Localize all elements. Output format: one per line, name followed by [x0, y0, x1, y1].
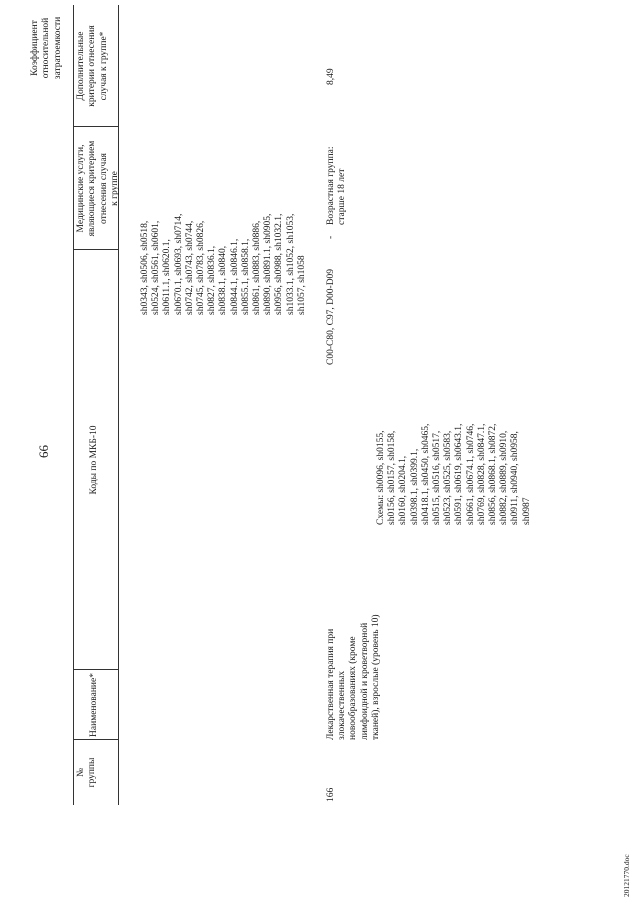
- table-top-border: [73, 5, 74, 805]
- row-name: Лекарственная терапия при злокачественных новообразованиях (кроме лимфоидной и кроветворной тканей), взрослые (уровень 10): [326, 614, 381, 740]
- row-mkb-codes: C00-C80, C97, D00-D09: [326, 268, 336, 365]
- row-schemes-list: Схемы: sh0096, sh0155, sh0156, sh0157, sh0158, sh0160, sh0204.1, sh0398.1, sh0399.1, sh0418.1, sh0450, sh0465, sh0515, sh0516, sh0517, sh0523, sh0525, sh0583, sh0591, sh0619, sh0643.1, sh0661, sh0674.1, sh0746, sh0769, sh0828, sh0847.1, sh0856, sh0868.1, sh0872, sh0882, sh0889, sh0910, sh0911, sh0940, sh0958, sh0987: [376, 423, 532, 525]
- row-coefficient: 8,49: [326, 68, 336, 85]
- header-group-number: № группы: [76, 757, 98, 788]
- row-age-criteria: Возрастная группа: старше 18 лет: [326, 146, 348, 225]
- header-name: Наименование*: [89, 673, 99, 737]
- row-group-number: 166: [326, 787, 336, 802]
- header-coefficient: Коэффициент относительной затратоемкости: [30, 16, 63, 80]
- header-medical-services: Медицинские услуги, являющиеся критерием отнесения случая к группе: [76, 140, 121, 237]
- header-mkb-codes: Коды по МКБ-10: [89, 425, 99, 495]
- header-additional-criteria: Дополнительные критерии отнесения случая к группе*: [76, 25, 109, 107]
- footer-filename: 20121770.doc: [622, 854, 631, 897]
- page-number: 66: [36, 445, 51, 458]
- header-bottom-border: [118, 5, 119, 805]
- continuation-schemes-list: sh0343, sh0506, sh0518, sh0524, sh0561, sh0601, sh0611.1, sh0620.1, sh0670.1, sh0693, sh0714, sh0742, sh0743, sh0744, sh0745, sh0783, sh0826, sh0827, sh0836.1, sh0838.1, sh0840, sh0844.1, sh0846.1, sh0855.1, sh0858.1, sh0861, sh0883, sh0886, sh0890, sh0891.1, sh0905, sh0956, sh0988, sh1032.1, sh1033.1, sh1052, sh1053, sh1057, sh1058: [140, 213, 307, 315]
- row-medical-services: -: [326, 235, 336, 239]
